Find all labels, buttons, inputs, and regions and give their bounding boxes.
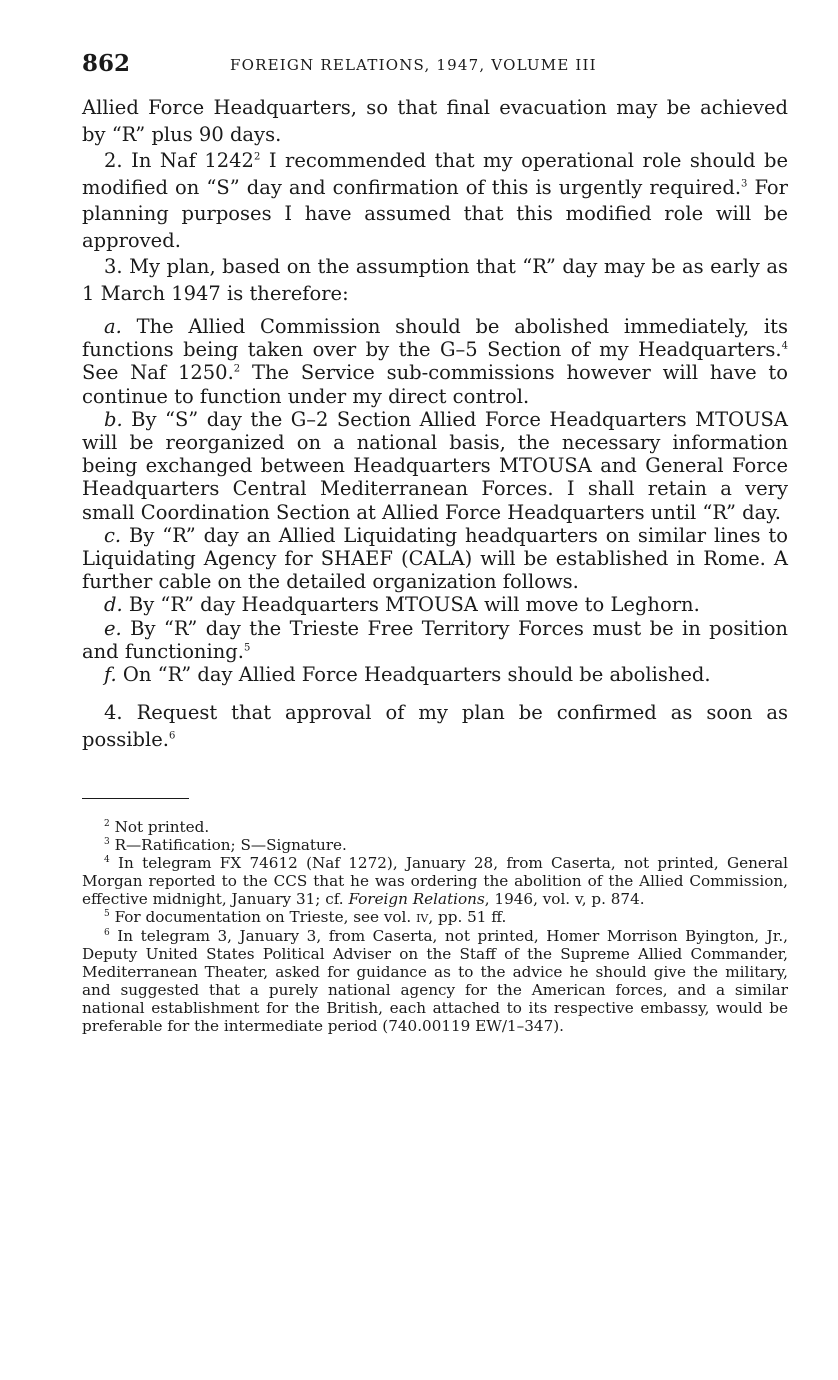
footnote-ref: 3 <box>741 178 748 189</box>
list-item-c: c. By “R” day an Allied Liquidating headquarters on similar lines to Liquidating Agency for SHAEF (CALA) will be established in Rome. A further cable on the detailed organization follows. <box>82 523 788 594</box>
page-number: 862 <box>82 50 131 77</box>
footnotes <box>82 818 788 1035</box>
footnote-ref: 6 <box>168 730 176 742</box>
footnote-ref: 5 <box>243 642 251 654</box>
running-title: FOREIGN RELATIONS, 1947, VOLUME III <box>230 56 597 74</box>
paragraph-continuation: Allied Force Headquarters, so that final evacuation may be achieved by “R” plus 90 days. <box>82 96 788 146</box>
page-header <box>82 50 788 80</box>
footnote-5: $^5$ For documentation on Trieste, see vol. iv, pp. 51 ff. <box>104 908 507 927</box>
list-item-e: e. By “R” day the Trieste Free Territory Forces must be in position and functioning.$^5$ <box>82 616 788 663</box>
footnote-divider <box>82 798 189 799</box>
footnote-ref: 4 <box>781 340 788 352</box>
list-item-f: f. On “R” day Allied Force Headquarters should be abolished. <box>104 663 711 687</box>
footnote-4: $^4$ In telegram FX 74612 (Naf 1272), January 28, from Caserta, not printed, General Morgan reported to the CCS that he was ordering the abolition of the Allied Commission, effective midnight, January 31; cf. Foreign Relations, 1946, vol. v, p. 874. <box>82 854 789 909</box>
paragraph-2: 2. In Naf 1242$^2$ I recommended that my operational role should be modified on “S” day and confirmation of this is urgently required.$^3$ For planning purposes I have assumed that this modified role will be approved. <box>82 149 789 252</box>
paragraph-4: 4. Request that approval of my plan be confirmed as soon as possible.$^6$ <box>82 701 788 751</box>
footnote-ref: 2 <box>233 363 241 375</box>
body-text <box>82 95 788 753</box>
paragraph-3: 3. My plan, based on the assumption that “R” day may be as early as 1 March 1947 is therefore: <box>82 255 788 305</box>
list-item-b: b. By “S” day the G–2 Section Allied Force Headquarters MTOUSA will be reorganized on a national basis, the necessary information being exchanged between Headquarters MTOUSA and General Force Headquarters Central Mediterranean Forces. I shall retain a very small Coordination Section at Allied Force Headquarters until “R” day. <box>82 407 788 524</box>
footnote-ref: 2 <box>253 151 261 163</box>
list-item-a: a. The Allied Commission should be abolished immediately, its functions being taken over by the G–5 Section of my Headquarters.$^4$ See Naf 1250.$^2$ The Service sub-commissions however will have to continue to function under my direct control. <box>82 315 788 408</box>
plan-list <box>82 315 788 686</box>
footnote-6: $^6$ In telegram 3, January 3, from Caserta, not printed, Homer Morrison Byington, Jr., Deputy United States Political Adviser on the Staff of the Supreme Allied Commander, Mediterranean Theater, asked for guidance as to the advice he should give the military, and suggested that a purely national agency for the American forces, and a similar national establishment for the British, each attached to its respective embassy, would be preferable for the intermediate period (740.00119 EW/1–347). <box>82 926 788 1036</box>
footnote-2: $^2$ Not printed. <box>104 818 210 836</box>
footnote-3: $^3$ R—Ratification; S—Signature. <box>104 836 347 855</box>
list-item-d: d. By “R” day Headquarters MTOUSA will move to Leghorn. <box>104 593 700 617</box>
